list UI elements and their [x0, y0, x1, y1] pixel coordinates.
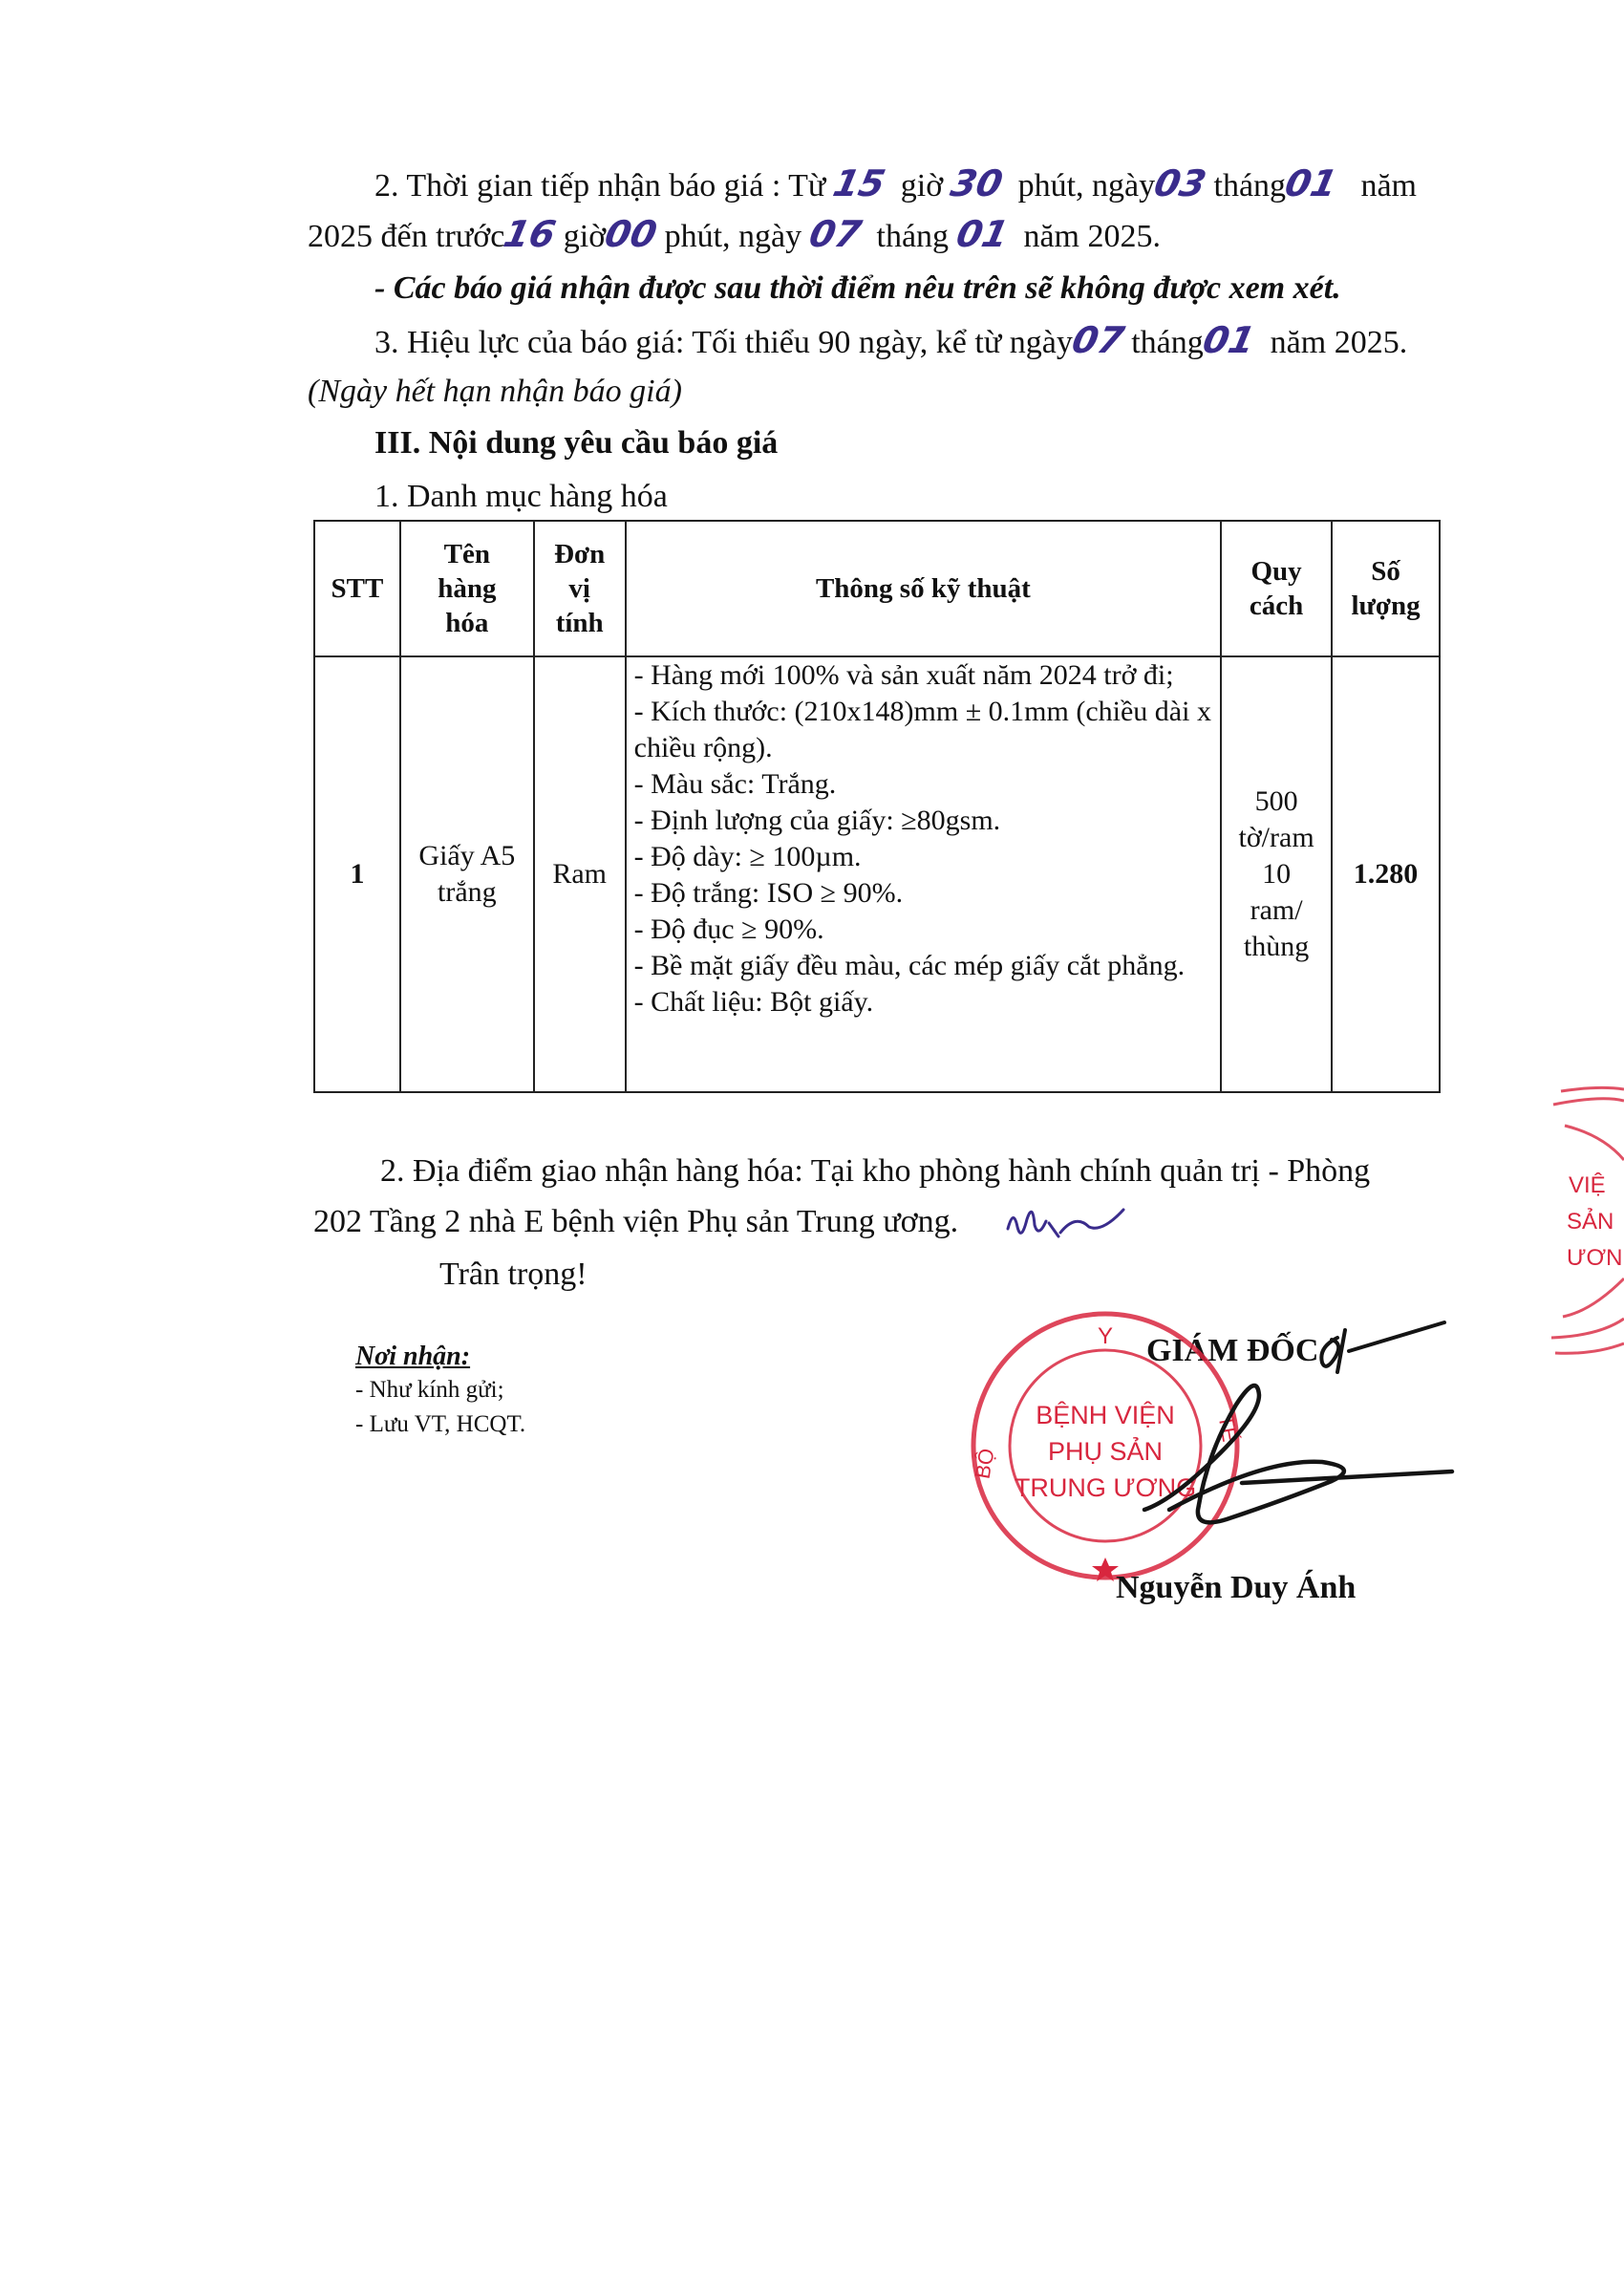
- spec-item: - Bề mặt giấy đều màu, các mép giấy cắt phẳng.: [633, 950, 1186, 981]
- handwritten-minute-to: 00: [601, 213, 661, 255]
- header-qty: Số lượng: [1332, 521, 1440, 656]
- cell-name: Giấy A5 trắng: [400, 656, 534, 1092]
- closing-text: Trân trọng!: [439, 1257, 588, 1292]
- edge-stamp-fragment: [1548, 1080, 1624, 1366]
- initials-mark-icon: [1003, 1200, 1127, 1248]
- validity-note: (Ngày hết hạn nhận báo giá): [308, 374, 682, 409]
- handwritten-month-from: 01: [1281, 162, 1341, 204]
- edge-stamp-line-1: VIỆ: [1569, 1172, 1606, 1198]
- late-quote-note: - Các báo giá nhận được sau thời điểm nêu trên sẽ không được xem xét.: [374, 270, 1341, 306]
- header-unit: Đơn vị tính: [534, 521, 626, 656]
- spec-item: - Kích thước: (210x148)mm ± 0.1mm (chiều dài x chiều rộng).: [633, 696, 1211, 763]
- director-signature: [1127, 1319, 1471, 1557]
- delivery-line-2: 202 Tầng 2 nhà E bệnh viện Phụ sản Trung ương.: [313, 1204, 959, 1239]
- goods-table: [313, 520, 1441, 1093]
- handwritten-day-from: 03: [1150, 162, 1210, 204]
- stamp-line-3: TRUNG ƯƠNG: [1014, 1473, 1197, 1502]
- handwritten-validity-day: 07: [1068, 319, 1128, 361]
- cell-pack: 500 tờ/ram 10 ram/ thùng: [1221, 656, 1332, 1092]
- stamp-line-1: BỆNH VIỆN: [1036, 1401, 1175, 1429]
- cell-unit: Ram: [534, 656, 626, 1092]
- director-title: GIÁM ĐỐC: [1146, 1333, 1319, 1368]
- spec-item: - Độ dày: ≥ 100µm.: [633, 841, 862, 872]
- handwritten-hour-from: 15: [829, 162, 889, 204]
- edge-stamp-line-2: SẢN: [1567, 1209, 1614, 1235]
- recipients-title: Nơi nhận:: [355, 1342, 471, 1371]
- time-line-2: 2025 đến trước16 giờ00 phút, ngày 07 tháng 01 năm 2025.: [308, 213, 1161, 255]
- cell-qty: 1.280: [1332, 656, 1440, 1092]
- header-spec: Thông số kỹ thuật: [626, 521, 1221, 656]
- validity-line: 3. Hiệu lực của báo giá: Tối thiểu 90 ngày, kể từ ngày07 tháng01 năm 2025.: [374, 319, 1408, 361]
- stamp-ring-right: TẾ: [1213, 1412, 1243, 1444]
- recipient-item: - Như kính gửi;: [355, 1377, 504, 1403]
- spec-item: - Chất liệu: Bột giấy.: [633, 986, 874, 1018]
- handwritten-minute-from: 30: [947, 162, 1007, 204]
- table-row: [314, 656, 1440, 1092]
- cell-specs: [626, 656, 1221, 1092]
- time-line-1: 2. Thời gian tiếp nhận báo giá : Từ 15 giờ 30 phút, ngày03 tháng01 năm: [374, 162, 1417, 204]
- handwritten-validity-month: 01: [1199, 319, 1259, 361]
- section-iii-heading: III. Nội dung yêu cầu báo giá: [374, 425, 779, 461]
- spec-item: - Màu sắc: Trắng.: [633, 768, 837, 800]
- spec-item: - Hàng mới 100% và sản xuất năm 2024 trở đi;: [633, 659, 1174, 691]
- spec-item: - Định lượng của giấy: ≥80gsm.: [633, 805, 1001, 836]
- cell-stt: 1: [314, 656, 400, 1092]
- stamp-ring-top: Y: [1097, 1323, 1114, 1349]
- stamp-ring-left: BỘ: [970, 1446, 999, 1481]
- stamp-line-2: PHỤ SẢN: [1047, 1437, 1164, 1466]
- spec-item: - Độ trắng: ISO ≥ 90%.: [633, 877, 904, 909]
- goods-list-heading: 1. Danh mục hàng hóa: [374, 479, 668, 514]
- handwritten-hour-to: 16: [500, 213, 560, 255]
- table-header-row: [314, 521, 1440, 656]
- delivery-line-1: 2. Địa điểm giao nhận hàng hóa: Tại kho phòng hành chính quản trị - Phòng: [380, 1153, 1371, 1189]
- header-stt: STT: [314, 521, 400, 656]
- handwritten-month-to: 01: [951, 213, 1013, 255]
- recipient-item: - Lưu VT, HCQT.: [355, 1411, 526, 1437]
- handwritten-day-to: 07: [804, 213, 865, 255]
- header-pack: Quy cách: [1221, 521, 1332, 656]
- spec-item: - Độ đục ≥ 90%.: [633, 913, 824, 945]
- edge-stamp-line-3: ƯƠN: [1567, 1245, 1623, 1271]
- header-name: Tên hàng hóa: [400, 521, 534, 656]
- director-name: Nguyễn Duy Ánh: [1116, 1570, 1357, 1605]
